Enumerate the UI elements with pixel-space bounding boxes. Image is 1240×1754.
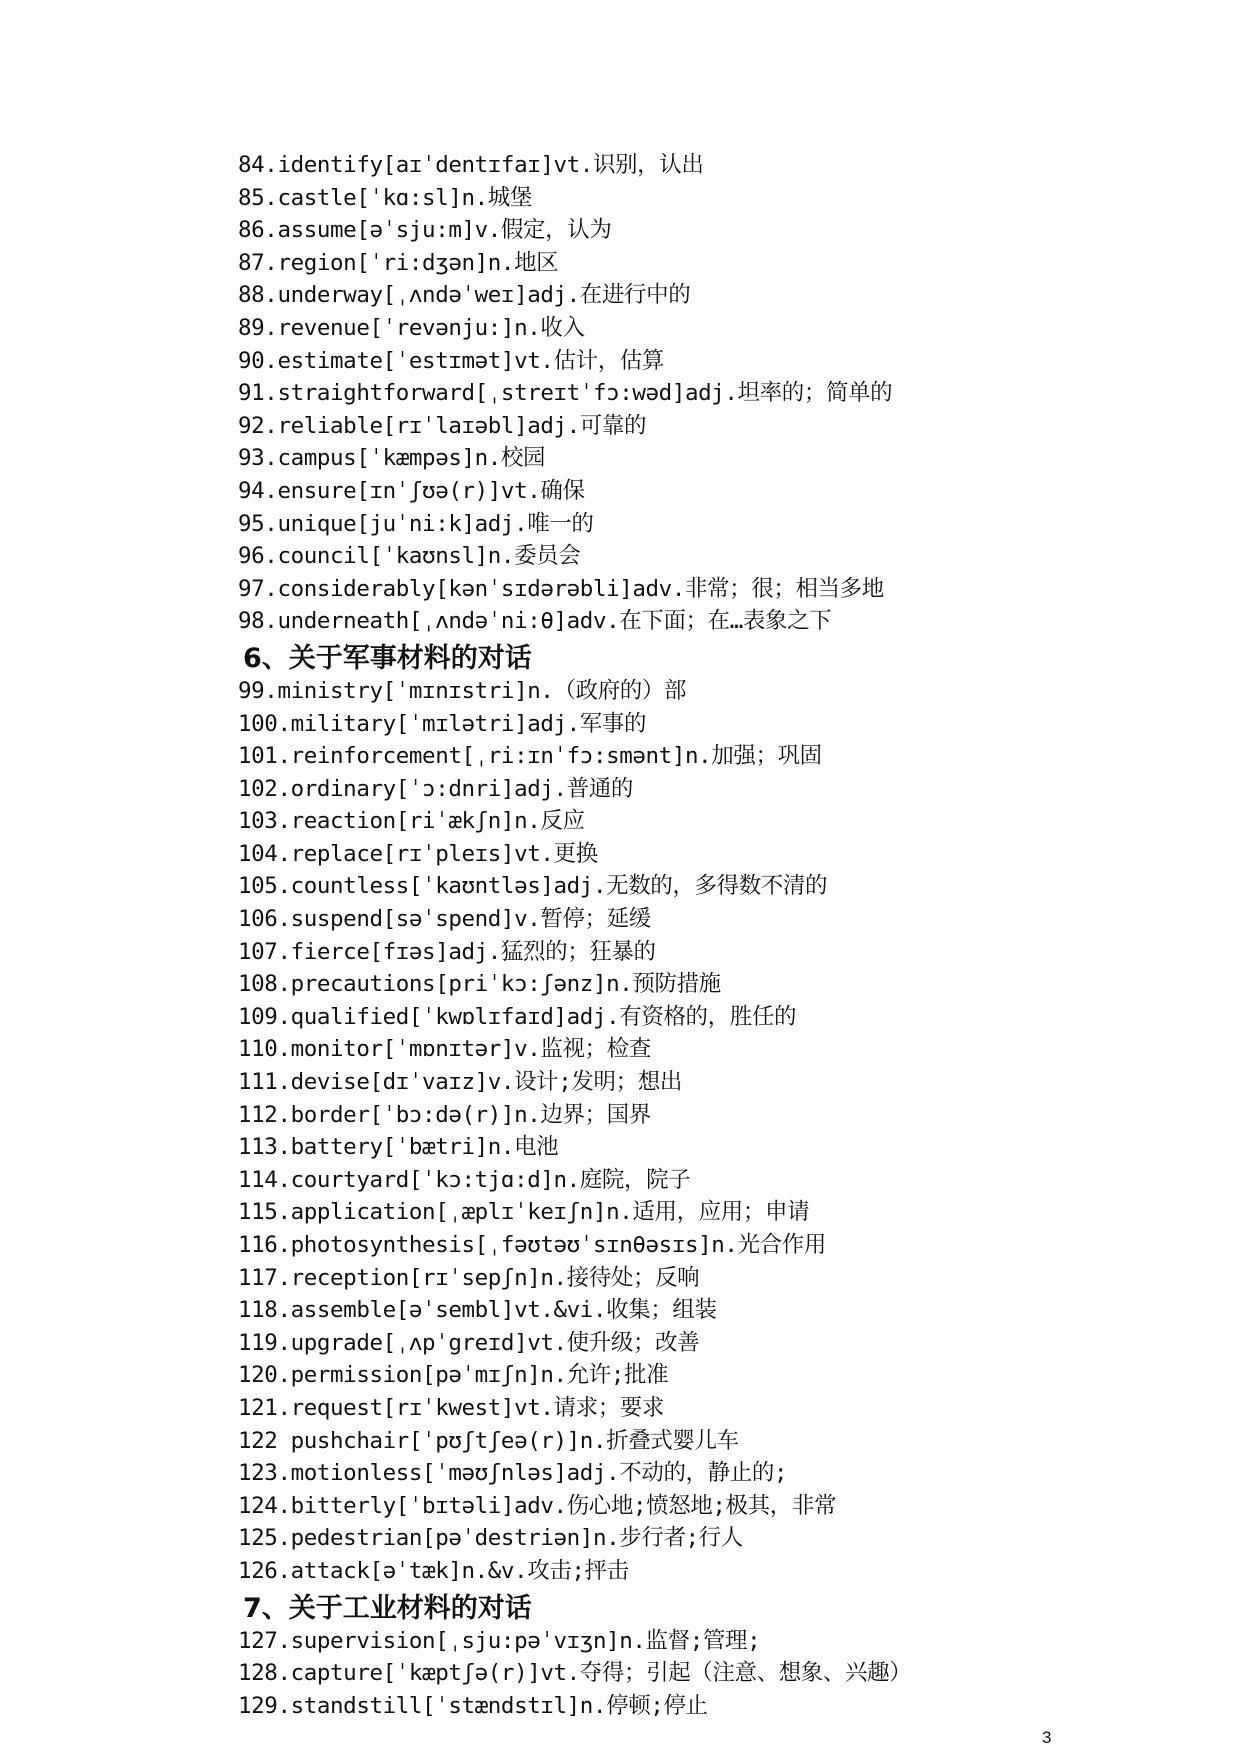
vocab-entry: 110.monitor[ˈmɒnɪtər]v.监视；检查 <box>238 1036 651 1063</box>
vocab-entry: 97.considerably[kənˈsɪdərəbli]adv.非常；很；相当多地 <box>238 575 884 602</box>
vocab-entry: 120.permission[pəˈmɪʃn]n.允许;批准 <box>238 1362 669 1389</box>
vocab-entry: 91.straightforward[ˌstreɪtˈfɔ:wəd]adj.坦率的；简单的 <box>238 380 893 407</box>
vocab-entry: 102.ordinary[ˈɔ:dnri]adj.普通的 <box>238 775 633 802</box>
vocab-entry: 87.region[ˈri:dʒən]n.地区 <box>238 249 559 276</box>
vocab-entry: 107.fierce[fɪəs]adj.猛烈的；狂暴的 <box>238 938 656 965</box>
vocab-entry: 122 pushchair[ˈpʊʃtʃeə(r)]n.折叠式婴儿车 <box>238 1427 739 1454</box>
section-heading: 6、关于军事材料的对话 <box>243 642 532 674</box>
vocab-entry: 118.assemble[əˈsembl]vt.&vi.收集；组装 <box>238 1297 717 1324</box>
vocab-entry: 100.military[ˈmɪlətri]adj.军事的 <box>238 710 647 737</box>
vocab-entry: 121.request[rɪˈkwest]vt.请求；要求 <box>238 1394 665 1421</box>
vocab-entry: 117.reception[rɪˈsepʃn]n.接待处；反响 <box>238 1264 700 1291</box>
vocab-entry: 111.devise[dɪˈvaɪz]v.设计;发明；想出 <box>238 1069 682 1096</box>
vocab-entry: 95.unique[juˈni:k]adj.唯一的 <box>238 510 594 537</box>
vocab-entry: 125.pedestrian[pəˈdestriən]n.步行者;行人 <box>238 1525 743 1552</box>
vocab-entry: 88.underway[ˌʌndəˈweɪ]adj.在进行中的 <box>238 282 691 309</box>
vocab-entry: 126.attack[əˈtæk]n.&v.攻击;抨击 <box>238 1557 629 1584</box>
vocab-entry: 119.upgrade[ˌʌpˈgreɪd]vt.使升级；改善 <box>238 1329 700 1356</box>
vocab-entry: 129.standstill[ˈstændstɪl]n.停顿;停止 <box>238 1692 708 1719</box>
vocab-entry: 104.replace[rɪˈpleɪs]vt.更换 <box>238 840 598 867</box>
vocab-entry: 86.assume[əˈsju:m]v.假定，认为 <box>238 217 612 244</box>
vocab-entry: 124.bitterly[ˈbɪtəli]adv.伤心地;愤怒地;极其，非常 <box>238 1492 837 1519</box>
vocab-entry: 108.precautions[priˈkɔ:ʃənz]n.预防措施 <box>238 971 721 998</box>
vocab-entry: 127.supervision[ˌsju:pəˈvɪʒn]n.监督;管理; <box>238 1627 761 1654</box>
vocab-entry: 112.border[ˈbɔ:də(r)]n.边界；国界 <box>238 1101 651 1128</box>
vocab-entry: 116.photosynthesis[ˌfəʊtəʊˈsɪnθəsɪs]n.光合作用 <box>238 1232 826 1258</box>
vocabulary-list <box>238 149 1198 1722</box>
vocab-entry: 84.identify[aɪˈdentɪfaɪ]vt.识别，认出 <box>238 152 704 178</box>
vocab-entry: 113.battery[ˈbætri]n.电池 <box>238 1134 559 1161</box>
vocab-entry: 89.revenue[ˈrevənju:]n.收入 <box>238 314 585 341</box>
vocab-entry: 96.council[ˈkaʊnsl]n.委员会 <box>238 543 581 570</box>
vocab-entry: 109.qualified[ˈkwɒlɪfaɪd]adj.有资格的，胜任的 <box>238 1003 797 1030</box>
vocab-entry: 123.motionless[ˈməʊʃnləs]adj.不动的，静止的; <box>238 1460 788 1487</box>
section-heading: 7、关于工业材料的对话 <box>243 1592 532 1624</box>
vocab-entry: 128.capture[ˈkæptʃə(r)]vt.夺得；引起（注意、想象、兴趣） <box>238 1660 912 1687</box>
vocab-entry: 98.underneath[ˌʌndəˈni:θ]adv.在下面；在…表象之下 <box>238 608 832 635</box>
page-number: 3 <box>1042 1728 1052 1747</box>
vocab-entry: 115.application[ˌæplɪˈkeɪʃn]n.适用，应用；申请 <box>238 1199 810 1226</box>
vocab-entry: 114.courtyard[ˈkɔ:tjɑ:d]n.庭院，院子 <box>238 1166 691 1193</box>
vocab-entry: 92.reliable[rɪˈlaɪəbl]adj.可靠的 <box>238 412 647 439</box>
vocab-entry: 99.ministry[ˈmɪnɪstri]n.（政府的）部 <box>238 677 687 704</box>
vocab-entry: 105.countless[ˈkaʊntləs]adj.无数的，多得数不清的 <box>238 873 828 900</box>
vocab-entry: 93.campus[ˈkæmpəs]n.校园 <box>238 445 546 472</box>
vocab-entry: 85.castle[ˈkɑ:sl]n.城堡 <box>238 184 532 211</box>
vocab-entry: 101.reinforcement[ˌri:ɪnˈfɔ:smənt]n.加强；巩固 <box>238 743 822 770</box>
vocab-entry: 90.estimate[ˈestɪmət]vt.估计，估算 <box>238 347 665 374</box>
vocab-entry: 106.suspend[səˈspend]v.暂停；延缓 <box>238 906 651 933</box>
vocab-entry: 103.reaction[riˈækʃn]n.反应 <box>238 808 585 835</box>
vocab-entry: 94.ensure[ɪnˈʃʊə(r)]vt.确保 <box>238 477 585 504</box>
